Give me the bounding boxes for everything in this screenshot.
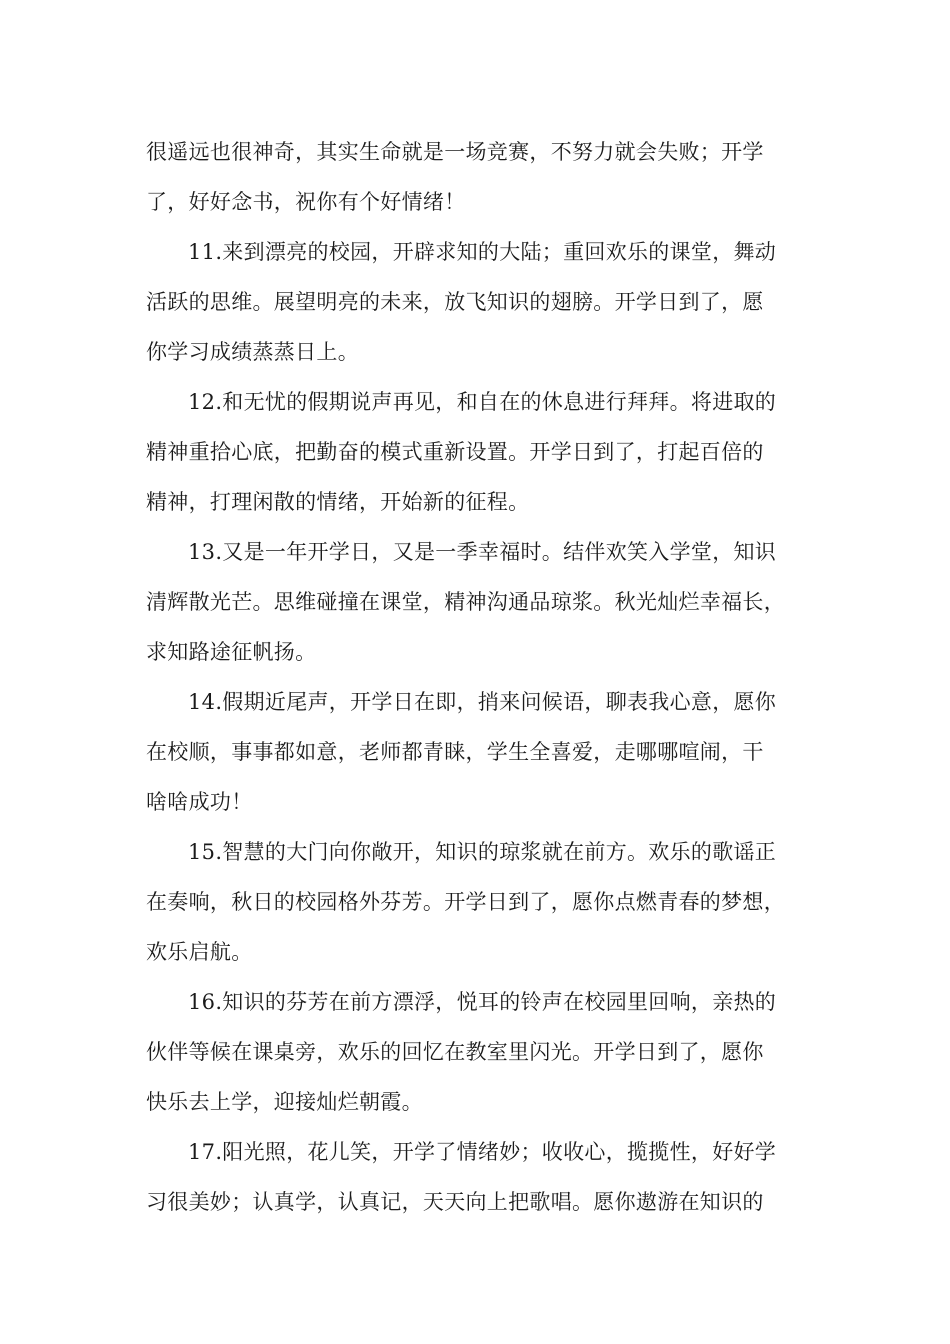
text-line: 活跃的思维。展望明亮的未来，放飞知识的翅膀。开学日到了，愿	[146, 290, 764, 314]
text-line: 求知路途征帆扬。	[146, 640, 317, 664]
paragraph-item-11	[146, 227, 808, 377]
text-line: 11.来到漂亮的校园，开辟求知的大陆；重回欢乐的课堂，舞动	[188, 240, 777, 264]
paragraph-continuation	[146, 127, 808, 227]
text-line: 13.又是一年开学日，又是一季幸福时。结伴欢笑入学堂，知识	[188, 540, 777, 564]
text-line: 了，好好念书，祝你有个好情绪！	[146, 190, 466, 214]
text-line: 欢乐启航。	[146, 940, 253, 964]
text-line: 清辉散光芒。思维碰撞在课堂，精神沟通品琼浆。秋光灿烂幸福长，	[146, 590, 785, 614]
text-line: 很遥远也很神奇，其实生命就是一场竞赛，不努力就会失败；开学	[146, 140, 764, 164]
paragraph-item-15	[146, 827, 808, 977]
paragraph-item-14	[146, 677, 808, 827]
paragraph-item-13	[146, 527, 808, 677]
text-line: 精神重拾心底，把勤奋的模式重新设置。开学日到了，打起百倍的	[146, 440, 764, 464]
paragraph-item-17	[146, 1127, 808, 1227]
text-line: 在校顺，事事都如意，老师都青睐，学生全喜爱，走哪哪喧闹，干	[146, 740, 764, 764]
text-line: 伙伴等候在课桌旁，欢乐的回忆在教室里闪光。开学日到了，愿你	[146, 1040, 764, 1064]
text-line: 啥啥成功！	[146, 790, 253, 814]
text-line: 12.和无忧的假期说声再见，和自在的休息进行拜拜。将进取的	[188, 390, 777, 414]
text-line: 17.阳光照，花儿笑，开学了情绪妙；收收心，揽揽性，好好学	[188, 1140, 777, 1164]
paragraph-item-12	[146, 377, 808, 527]
text-line: 16.知识的芬芳在前方漂浮，悦耳的铃声在校园里回响，亲热的	[188, 990, 777, 1014]
text-line: 习很美妙；认真学，认真记，天天向上把歌唱。愿你遨游在知识的	[146, 1190, 764, 1214]
text-line: 快乐去上学，迎接灿烂朝霞。	[146, 1090, 423, 1114]
text-line: 你学习成绩蒸蒸日上。	[146, 340, 359, 364]
document-body	[146, 127, 808, 1227]
paragraph-item-16	[146, 977, 808, 1127]
text-line: 14.假期近尾声，开学日在即，捎来问候语，聊表我心意，愿你	[188, 690, 777, 714]
text-line: 15.智慧的大门向你敞开，知识的琼浆就在前方。欢乐的歌谣正	[188, 840, 777, 864]
text-line: 在奏响，秋日的校园格外芬芳。开学日到了，愿你点燃青春的梦想，	[146, 890, 785, 914]
text-line: 精神，打理闲散的情绪，开始新的征程。	[146, 490, 530, 514]
